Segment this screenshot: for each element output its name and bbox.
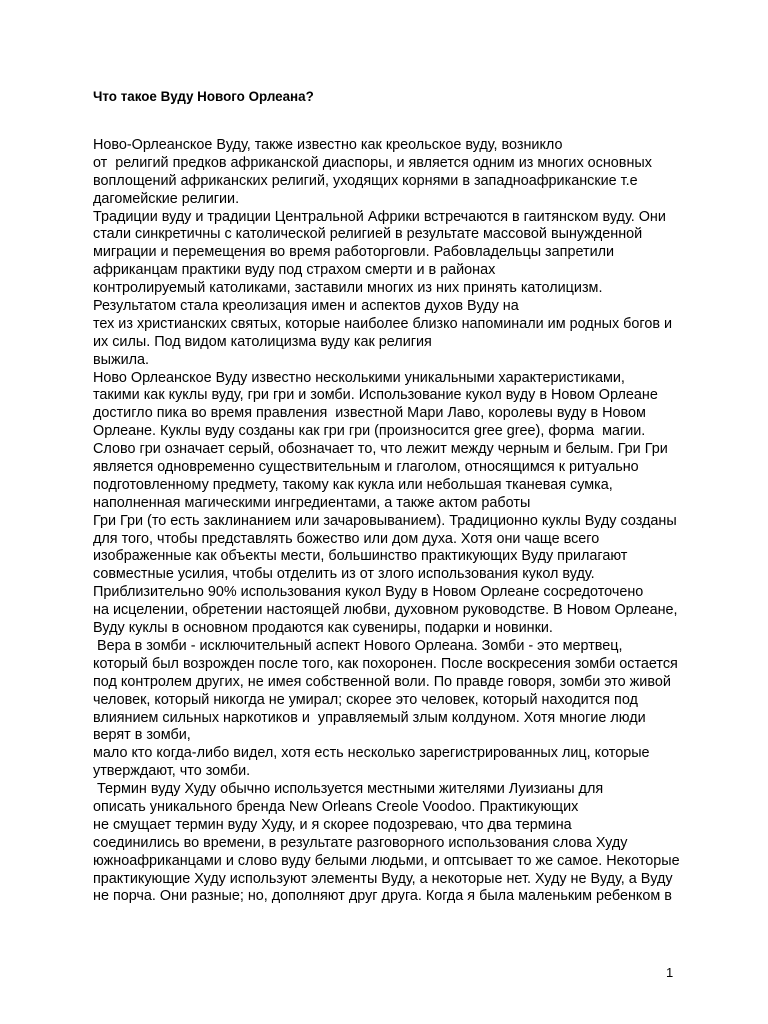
text-line: тех из христианских святых, которые наиболее близко напоминали им родных богов и: [93, 315, 673, 332]
text-line: достигло пика во время правления известной Мари Лаво, королевы вуду в Новом: [93, 405, 646, 422]
text-line: такими как куклы вуду, гри гри и зомби. Использование кукол вуду в Новом Орлеане: [93, 387, 658, 404]
text-line: Термин вуду Худу обычно используется местными жителями Луизианы для: [93, 781, 604, 798]
text-line: выжила.: [93, 351, 150, 368]
text-line: человек, который никогда не умирал; скорее это человек, который находится под: [93, 691, 638, 708]
text-line: подготовленному предмету, такому как кукла или небольшая тканевая сумка,: [93, 476, 613, 493]
text-line: на исцелении, обретении настоящей любви, духовном руководстве. В Новом Орлеане,: [93, 602, 678, 619]
page-number: 1: [666, 965, 674, 980]
text-line: Вуду куклы в основном продаются как сувениры, подарки и новинки.: [93, 620, 553, 637]
text-line: контролируемый католиками, заставили многих из них принять католицизм.: [93, 280, 603, 297]
text-line: мало кто когда-либо видел, хотя есть несколько зарегистрированных лиц, которые: [93, 745, 650, 762]
text-line: под контролем других, не имея собственной воли. По правде говоря, зомби это живой: [93, 673, 671, 690]
text-line: миграции и перемещения во время работорговли. Рабовладельцы запретили: [93, 244, 615, 261]
text-line: наполненная магическими ингредиентами, а также актом работы: [93, 494, 531, 511]
text-line: стали синкретичны с католической религией в результате массовой вынужденной: [93, 226, 643, 243]
document-body: [93, 137, 683, 906]
text-line: Гри Гри (то есть заклинанием или зачаровыванием). Традиционно куклы Вуду созданы: [93, 512, 677, 529]
text-line: Приблизительно 90% использования кукол Вуду в Новом Орлеане сосредоточено: [93, 584, 644, 601]
text-line: южноафриканцами и слово вуду белыми людьми, и оптсывает то же самое. Некоторые: [93, 852, 680, 869]
text-line: верят в зомби,: [93, 727, 191, 744]
text-line: Слово гри означает серый, обозначает то, что лежит между черным и белым. Гри Гри: [93, 441, 668, 458]
text-line: не порча. Они разные; но, дополняют друг друга. Когда я была маленьким ребенком в: [93, 888, 672, 905]
text-line: от религий предков африканской диаспоры, и является одним из многих основных: [93, 154, 652, 171]
text-line: влиянием сильных наркотиков и управляемый злым колдуном. Хотя многие люди: [93, 709, 646, 726]
text-line: Результатом стала креолизация имен и аспектов духов Вуду на: [93, 298, 519, 315]
text-line: их силы. Под видом католицизма вуду как религия: [93, 333, 432, 350]
text-line: совместные усилия, чтобы отделить из от злого использования кукол вуду.: [93, 566, 595, 583]
text-line: воплощений африканских религий, уходящих корнями в западноафриканские т.е: [93, 172, 638, 189]
text-line: изображенные как объекты мести, большинство практикующих Вуду прилагают: [93, 548, 628, 565]
text-line: утверждают, что зомби.: [93, 763, 251, 780]
text-line: описать уникального бренда New Orleans Creole Voodoo. Практикующих: [93, 798, 579, 815]
text-line: который был возрожден после того, как похоронен. После воскресения зомби остается: [93, 655, 678, 672]
text-line: Традиции вуду и традиции Центральной Африки встречаются в гаитянском вуду. Они: [93, 208, 666, 225]
text-line: не смущает термин вуду Худу, и я скорее подозреваю, что два термина: [93, 816, 572, 833]
text-line: соединились во времени, в результате разговорного использования слова Худу: [93, 834, 628, 851]
text-line: Ново Орлеанское Вуду известно несколькими уникальными характеристиками,: [93, 369, 625, 386]
text-line: Вера в зомби - исключительный аспект Нового Орлеана. Зомби - это мертвец,: [93, 637, 623, 654]
text-line: является одновременно существительным и глаголом, относящимся к ритуально: [93, 459, 639, 476]
text-line: африканцам практики вуду под страхом смерти и в районах: [93, 262, 496, 279]
page-title: Что такое Вуду Нового Орлеана?: [93, 89, 314, 104]
text-line: дагомейские религии.: [93, 190, 240, 207]
text-line: для того, чтобы представлять божество или дом духа. Хотя они чаще всего: [93, 530, 600, 547]
text-line: Ново-Орлеанское Вуду, также известно как креольское вуду, возникло: [93, 137, 563, 153]
text-line: практикующие Худу используют элементы Вуду, а некоторые нет. Худу не Вуду, а Вуду: [93, 870, 673, 887]
text-line: Орлеане. Куклы вуду созданы как гри гри (произносится gree gree), форма магии.: [93, 423, 646, 440]
